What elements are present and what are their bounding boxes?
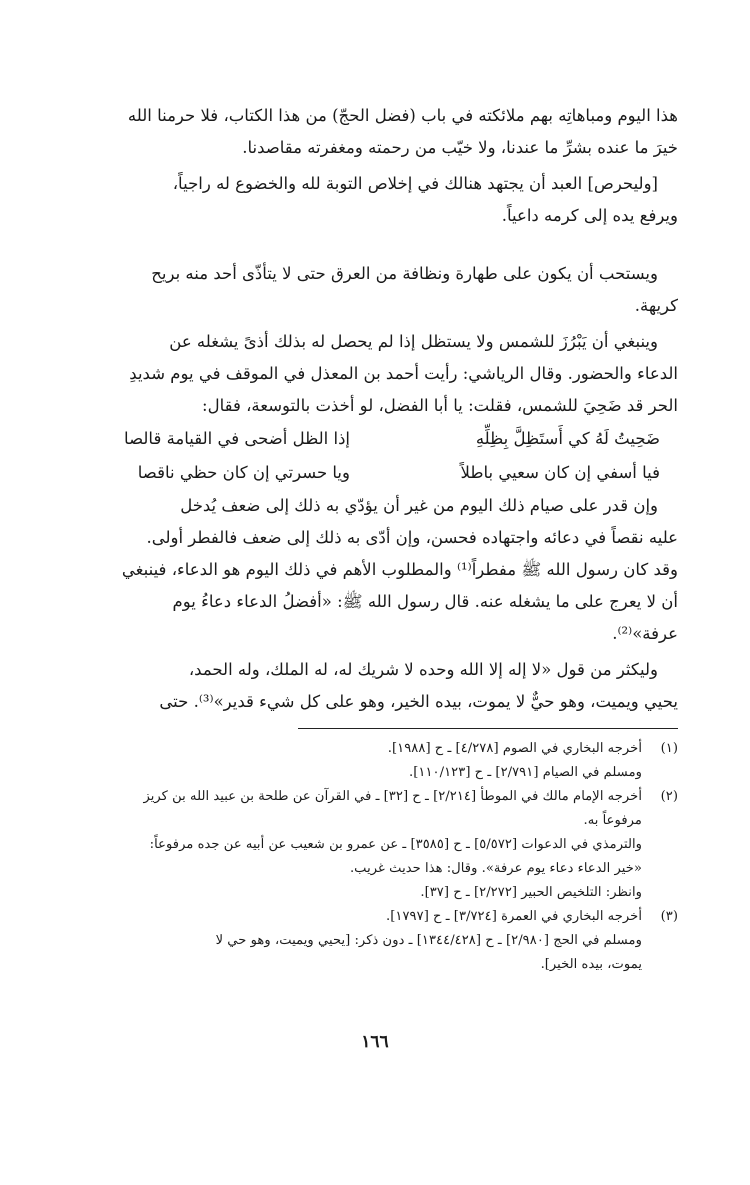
footnote-line: «خير الدعاء دعاء يوم عرفة». وقال: هذا حديث غريب. xyxy=(349,861,642,876)
verse-hemistich: إذا الظل أضحى في القيامة قالصا xyxy=(124,429,350,448)
footnotes xyxy=(72,737,678,977)
footnote-number: (١) xyxy=(660,741,678,756)
verse-line xyxy=(72,456,678,490)
text-line: هذا اليوم ومباهاتِه بهم ملائكته في باب (فضل الحجّ) من هذا الكتاب، فلا حرمنا الله xyxy=(127,106,678,125)
paragraph xyxy=(72,490,678,650)
text-line: ويرفع يده إلى كرمه داعياً. xyxy=(501,206,678,225)
footnote-line: وانظر: التلخيص الحبير [٢/٢٧٢] ـ ح [٣٧]. xyxy=(420,885,642,900)
text-line: الحر قد ضَحِيَ للشمس، فقلت: يا أبا الفضل، لو أخذت بالتوسعة، فقال: xyxy=(202,396,678,415)
verse-hemistich: ويا حسرتي إن كان حظي ناقصا xyxy=(137,463,350,482)
text-line: الدعاء والحضور. وقال الرياشي: رأيت أحمد بن المعذل في الموقف في يوم شديدِ xyxy=(129,364,678,383)
footnote-line: أخرجه الإمام مالك في الموطأ [٢/٢١٤] ـ ح [٣٢] ـ في القرآن عن طلحة بن عبيد الله بن كريز xyxy=(143,789,642,804)
footnote-line: ومسلم في الحج [٢/٩٨٠] ـ ح [١٣٤٤/٤٢٨] ـ دون ذكر: [يحيي ويميت، وهو حي لا xyxy=(215,933,642,948)
paragraph xyxy=(72,326,678,422)
poem xyxy=(72,422,678,490)
footnote xyxy=(72,785,678,905)
text-line: أن لا يعرج على ما يشغله عنه. قال رسول الله ﷺ: «أفضلُ الدعاء دعاءُ يوم xyxy=(172,592,678,611)
footnote-line: يموت، بيده الخير]. xyxy=(540,957,642,972)
text-line: وليكثر من قول «لا إله إلا الله وحده لا شريك له، له الملك، وله الحمد، xyxy=(188,660,658,679)
text-line: يحيي ويميت، وهو حيٌّ لا يموت، بيده الخير، وهو على كل شيء قدير»⁽³⁾. حتى xyxy=(159,692,678,711)
text-line: خيرَ ما عنده بشرِّ ما عندنا، ولا خيّب من رحمته ومغفرته مقاصدنا. xyxy=(242,138,678,157)
footnote-line: ومسلم في الصيام [٢/٧٩١] ـ ح [١١٠/١٢٣]. xyxy=(409,765,642,780)
footnote-line: مرفوعاً به. xyxy=(583,813,642,828)
paragraph xyxy=(72,100,678,164)
text-line: ويستحب أن يكون على طهارة ونظافة من العرق حتى لا يتأذّى أحد منه بريح xyxy=(151,264,658,283)
footnote-number: (٢) xyxy=(660,789,678,804)
page-body xyxy=(72,100,678,977)
verse-hemistich: فيا أسفي إن كان سعيي باطلاً xyxy=(460,463,660,482)
text-line: وإن قدر على صيام ذلك اليوم من غير أن يؤدّي به ذلك إلى ضعف يُدخل xyxy=(180,496,658,515)
page-number: ١٦٦ xyxy=(361,1032,389,1052)
text-line: عليه نقصاً في دعائه واجتهاده فحسن، وإن أدّى به ذلك إلى ضعف فالفطر أولى. xyxy=(146,528,678,547)
footnote-line: أخرجه البخاري في العمرة [٣/٧٢٤] ـ ح [١٧٩٧]. xyxy=(386,909,642,924)
verse-hemistich: ضَحِيتُ لَهُ كي أَستَظِلَّ بِظِلِّهِ xyxy=(475,429,660,448)
footnote-divider xyxy=(298,728,678,729)
paragraph xyxy=(72,654,678,718)
text-line: وينبغي أن يَبْرُزَ للشمس ولا يستظل إذا لم يحصل له بذلك أذىً يشغله عن xyxy=(169,332,658,351)
paragraph xyxy=(72,168,678,232)
footnote xyxy=(72,905,678,977)
verse-line xyxy=(72,422,678,456)
footnote xyxy=(72,737,678,785)
footnote-line: والترمذي في الدعوات [٥/٥٧٢] ـ ح [٣٥٨٥] ـ عن عمرو بن شعيب عن أبيه عن جده مرفوعاً: xyxy=(149,837,642,852)
footnote-line: أخرجه البخاري في الصوم [٤/٢٧٨] ـ ح [١٩٨٨]. xyxy=(387,741,642,756)
paragraph xyxy=(72,258,678,322)
text-line: [وليحرص] العبد أن يجتهد هنالك في إخلاص التوبة لله والخضوع له راجياً، xyxy=(172,174,658,193)
text-line: وقد كان رسول الله ﷺ مفطراً⁽¹⁾ والمطلوب الأهم في ذلك اليوم هو الدعاء، فينبغي xyxy=(121,560,678,579)
footnote-number: (٣) xyxy=(660,909,678,924)
text-line: عرفة»⁽²⁾. xyxy=(612,624,678,643)
text-line: كريهة. xyxy=(634,296,678,315)
